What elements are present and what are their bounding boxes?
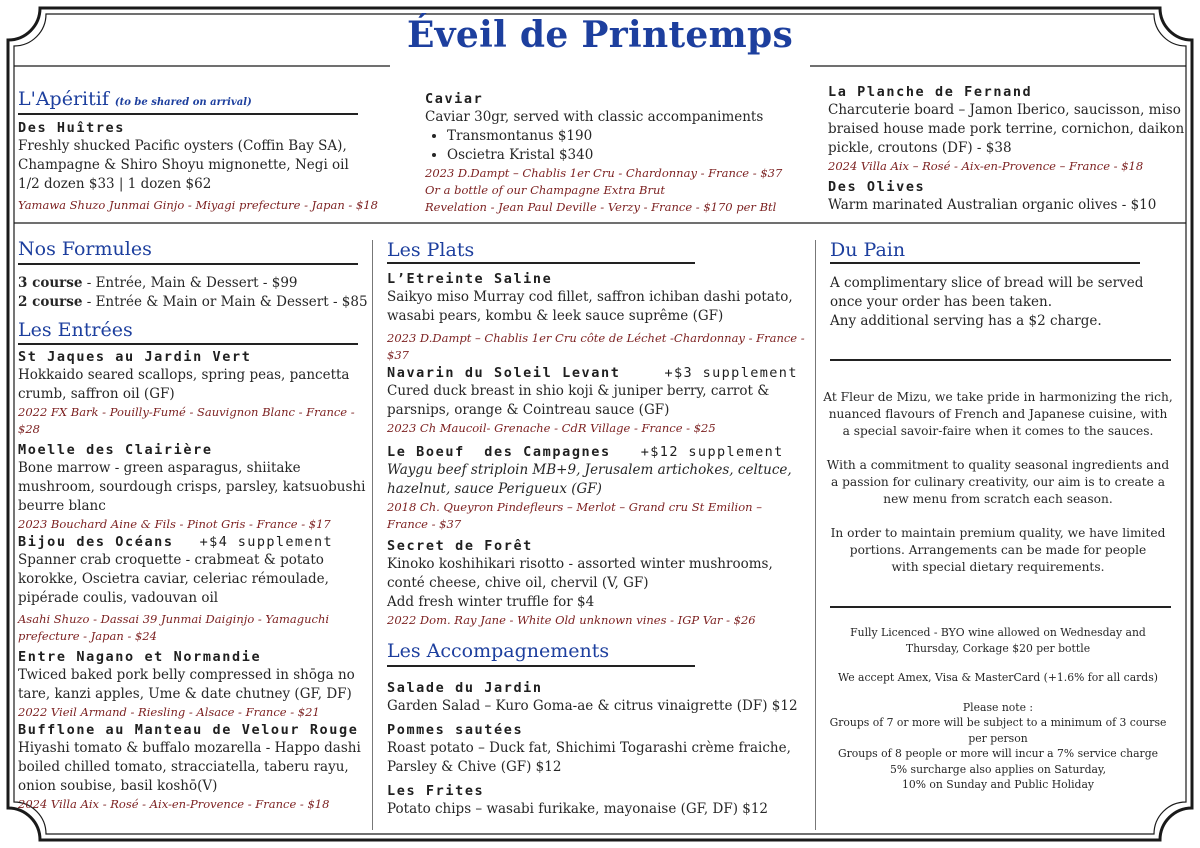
underline — [387, 262, 695, 264]
caviar-options — [425, 127, 815, 165]
dish-description: Parsley & Chive (GF) $12 — [387, 759, 562, 775]
aperitif-note: (to be shared on arrival) — [114, 97, 252, 108]
dish-description: Potato chips – wasabi furikake, mayonaise (GF, DF) $12 — [387, 801, 769, 817]
dish-description: Waygu beef striploin MB+9, Jerusalem artichokes, celtuce, — [387, 462, 792, 478]
formule-label: 3 course — [18, 275, 83, 291]
menu-item-plat — [387, 364, 812, 437]
underline — [830, 262, 1140, 264]
dish-description: Hiyashi tomato & buffalo mozarella - Happo dashi — [18, 740, 361, 756]
menu-item-caviar — [425, 90, 815, 216]
dish-name: Moelle des Clairière — [18, 442, 213, 458]
dish-name: Salade du Jardin — [387, 680, 543, 696]
dish-name: Le Boeuf des Campagnes — [387, 444, 611, 460]
dish-description: Charcuterie board – Jamon Iberico, saucisson, miso — [828, 102, 1181, 118]
menu-item-side — [387, 679, 812, 716]
wine-pairing: $37 — [387, 348, 409, 362]
pain-info — [830, 274, 1180, 331]
dish-name: Pommes sautées — [387, 722, 524, 738]
dish-description: Warm marinated Australian organic olives - $10 — [828, 197, 1157, 213]
dish-description: crumb, saffron oil (GF) — [18, 386, 175, 402]
section-heading-formules: Nos Formules — [18, 238, 152, 260]
dish-name-row — [387, 443, 812, 461]
formules-list — [18, 274, 378, 312]
dish-description: tare, kanzi apples, Ume & date chutney (GF, DF) — [18, 686, 352, 702]
divider — [830, 359, 1171, 361]
formule-detail: - Entrée & Main or Main & Dessert - $85 — [82, 294, 368, 310]
menu-item-planche — [828, 83, 1188, 215]
column-divider — [815, 240, 816, 830]
dish-description: beurre blanc — [18, 498, 106, 514]
policy-line: per person — [968, 731, 1028, 745]
wine-pairing: Or a bottle of our Champagne Extra Brut — [425, 183, 665, 197]
wine-pairing: 2023 D.Dampt – Chablis 1er Cru - Chardonnay - France - $37 — [425, 166, 783, 180]
dish-name: Des Huîtres — [18, 120, 126, 136]
wine-pairing: Yamawa Shuzo Junmai Ginjo - Miyagi prefecture - Japan - $18 — [18, 198, 378, 212]
menu-item-plat — [387, 270, 812, 364]
about-line: nuanced flavours of French and Japanese cuisine, with — [828, 407, 1168, 421]
dish-description: Twiced baked pork belly compressed in shōga no — [18, 667, 355, 683]
policies-text — [820, 625, 1176, 793]
formule-label: 2 course — [18, 294, 83, 310]
supplement-price: +$3 supplement — [664, 365, 798, 381]
dish-description: Bone marrow - green asparagus, shiitake — [18, 460, 301, 476]
menu-item-side — [387, 782, 812, 819]
section-heading-pain: Du Pain — [830, 239, 906, 261]
menu-item-entree — [18, 348, 383, 438]
dish-description: braised house made pork terrine, cornichon, daikon — [828, 121, 1185, 137]
menu-item-entree — [18, 721, 383, 813]
dish-name-row — [18, 533, 383, 551]
pain-text: A complimentary slice of bread will be served — [830, 275, 1144, 291]
policy-line: Groups of 8 people or more will incur a 7% service charge — [837, 747, 1159, 760]
menu-item-plat — [387, 443, 812, 533]
dish-description: mushroom, sourdough crisps, parsley, katsuobushi — [18, 479, 366, 495]
underline — [18, 263, 358, 265]
dish-description: pipérade coulis, vadouvan oil — [18, 590, 219, 606]
dish-description: wasabi pears, kombu & leek sauce suprême (GF) — [387, 308, 724, 324]
policy-line: Groups of 7 or more will be subject to a minimum of 3 course — [829, 716, 1167, 729]
dish-name: Bufflone au Manteau de Velour Rouge — [18, 722, 359, 738]
about-line: a passion for culinary creativity, our aim is to create a — [830, 475, 1165, 489]
wine-pairing: 2022 FX Bark - Pouilly-Fumé - Sauvignon Blanc - France - — [18, 405, 355, 419]
about-text — [820, 389, 1176, 576]
supplement-price: +$4 supplement — [199, 534, 334, 550]
dish-price: 1/2 dozen $33 | 1 dozen $62 — [18, 176, 212, 192]
menu-item-plat — [387, 537, 812, 629]
wine-pairing: Revelation - Jean Paul Deville - Verzy - France - $170 per Btl — [425, 200, 777, 214]
section-heading-plats: Les Plats — [387, 239, 475, 261]
about-line: with special dietary requirements. — [891, 560, 1105, 574]
dish-name: La Planche de Fernand — [828, 84, 1033, 100]
dish-description: Champagne & Shiro Shoyu mignonette, Negi oil — [18, 157, 349, 173]
policy-line: Please note : — [962, 700, 1034, 714]
underline — [18, 113, 358, 115]
pain-text: once your order has been taken. — [830, 294, 1053, 310]
about-line: a special savoir-faire when it comes to the sauces. — [842, 424, 1154, 438]
supplement-price: +$12 supplement — [640, 444, 784, 460]
dish-name: L’Etreinte Saline — [387, 271, 553, 287]
dish-name: St Jaques au Jardin Vert — [18, 349, 252, 365]
dish-description: Spanner crab croquette - crabmeat & potato — [18, 552, 324, 568]
dish-description: conté cheese, chive oil, chervil (V, GF) — [387, 575, 649, 591]
policy-line: Fully Licenced - BYO wine allowed on Wednesday and — [850, 626, 1146, 639]
menu-item-huitres — [18, 119, 378, 214]
underline — [387, 665, 695, 667]
dish-description: Roast potato – Duck fat, Shichimi Togarashi crème fraiche, — [387, 740, 791, 756]
policy-line: We accept Amex, Visa & MasterCard (+1.6% for all cards) — [838, 671, 1158, 684]
dish-name: Caviar — [425, 91, 484, 107]
dish-description: hazelnut, sauce Perigueux (GF) — [387, 481, 602, 497]
accompagnements-list — [387, 679, 812, 819]
policy-line: 5% surcharge also applies on Saturday, — [889, 762, 1107, 776]
dish-name-row — [387, 364, 812, 382]
entrees-list — [18, 348, 383, 813]
about-line: With a commitment to quality seasonal ingredients and — [826, 458, 1170, 472]
menu-item-entree — [18, 533, 383, 645]
dish-name: Les Frites — [387, 783, 485, 799]
wine-pairing: 2023 Bouchard Aine & Fils - Pinot Gris - France - $17 — [18, 517, 331, 531]
policy-line: Thursday, Corkage $20 per bottle — [905, 641, 1091, 655]
dish-description: onion soubise, basil koshō(V) — [18, 778, 218, 794]
about-line: portions. Arrangements can be made for people — [849, 543, 1147, 557]
menu-item-entree — [18, 648, 383, 721]
formule-option — [18, 274, 378, 293]
dish-description: pickle, croutons (DF) - $38 — [828, 140, 1012, 156]
caviar-option: • Oscietra Kristal $340 — [447, 146, 815, 165]
dish-description: Saikyo miso Murray cod fillet, saffron ichiban dashi potato, — [387, 289, 793, 305]
dish-description: Kinoko koshihikari risotto - assorted winter mushrooms, — [387, 556, 773, 572]
dish-name: Des Olives — [828, 179, 926, 195]
wine-pairing: 2018 Ch. Queyron Pindefleurs – Merlot – Grand cru St Emilion – — [387, 500, 762, 514]
pain-text: Any additional serving has a $2 charge. — [830, 313, 1102, 329]
wine-pairing: France - $37 — [387, 517, 462, 531]
underline — [18, 343, 358, 345]
section-heading-accompagnements: Les Accompagnements — [387, 640, 610, 662]
formule-detail: - Entrée, Main & Dessert - $99 — [82, 275, 298, 291]
wine-pairing: 2022 Vieil Armand - Riesling - Alsace - France - $21 — [18, 705, 320, 719]
dish-description: boiled chilled tomato, stracciatella, taberu rayu, — [18, 759, 349, 775]
dish-name: Secret de Forêt — [387, 538, 533, 554]
formule-option — [18, 293, 378, 312]
dish-name: Entre Nagano et Normandie — [18, 649, 262, 665]
wine-pairing: 2022 Dom. Ray Jane - White Old unknown vines - IGP Var - $26 — [387, 613, 756, 627]
section-heading-entrees: Les Entrées — [18, 319, 133, 341]
wine-pairing: prefecture - Japan - $24 — [18, 629, 157, 643]
dish-name: Navarin du Soleil Levant — [387, 365, 621, 381]
section-heading-aperitif — [18, 86, 252, 116]
about-line: At Fleur de Mizu, we take pride in harmonizing the rich, — [823, 390, 1173, 404]
wine-pairing: 2023 D.Dampt – Chablis 1er Cru côte de Léchet -Chardonnay - France - — [387, 331, 805, 345]
about-line: In order to maintain premium quality, we have limited — [830, 526, 1166, 540]
wine-pairing: 2023 Ch Maucoil- Grenache - CdR Village - France - $25 — [387, 421, 716, 435]
dish-description: Cured duck breast in shio koji & juniper berry, carrot & — [387, 383, 770, 399]
dish-name: Bijou des Océans — [18, 534, 174, 550]
menu-item-side — [387, 721, 812, 777]
policy-line: 10% on Sunday and Public Holiday — [901, 778, 1095, 791]
aperitif-section — [18, 86, 252, 116]
plats-list — [387, 270, 812, 629]
dish-description: parsnips, orange & Cointreau sauce (GF) — [387, 402, 670, 418]
dish-description: Garden Salad – Kuro Goma-ae & citrus vinaigrette (DF) $12 — [387, 698, 798, 714]
dish-description: korokke, Oscietra caviar, celeriac rémoulade, — [18, 571, 329, 587]
aperitif-heading-text: L'Apéritif — [18, 88, 109, 110]
about-line: new menu from scratch each season. — [883, 492, 1113, 506]
wine-pairing: 2024 Villa Aix - Rosé - Aix-en-Provence - France - $18 — [18, 797, 330, 811]
dish-description: Caviar 30gr, served with classic accompaniments — [425, 109, 764, 125]
dish-description: Hokkaido seared scallops, spring peas, pancetta — [18, 367, 350, 383]
divider — [830, 606, 1171, 608]
wine-pairing: $28 — [18, 422, 40, 436]
caviar-option: • Transmontanus $190 — [447, 127, 815, 146]
menu-title: Éveil de Printemps — [406, 14, 794, 56]
dish-description: Freshly shucked Pacific oysters (Coffin Bay SA), — [18, 138, 347, 154]
menu-item-entree — [18, 441, 383, 533]
wine-pairing: Asahi Shuzo - Dassai 39 Junmai Daiginjo - Yamaguchi — [18, 612, 330, 626]
dish-description: Add fresh winter truffle for $4 — [387, 594, 595, 610]
wine-pairing: 2024 Villa Aix – Rosé - Aix-en-Provence – France - $18 — [828, 159, 1144, 173]
